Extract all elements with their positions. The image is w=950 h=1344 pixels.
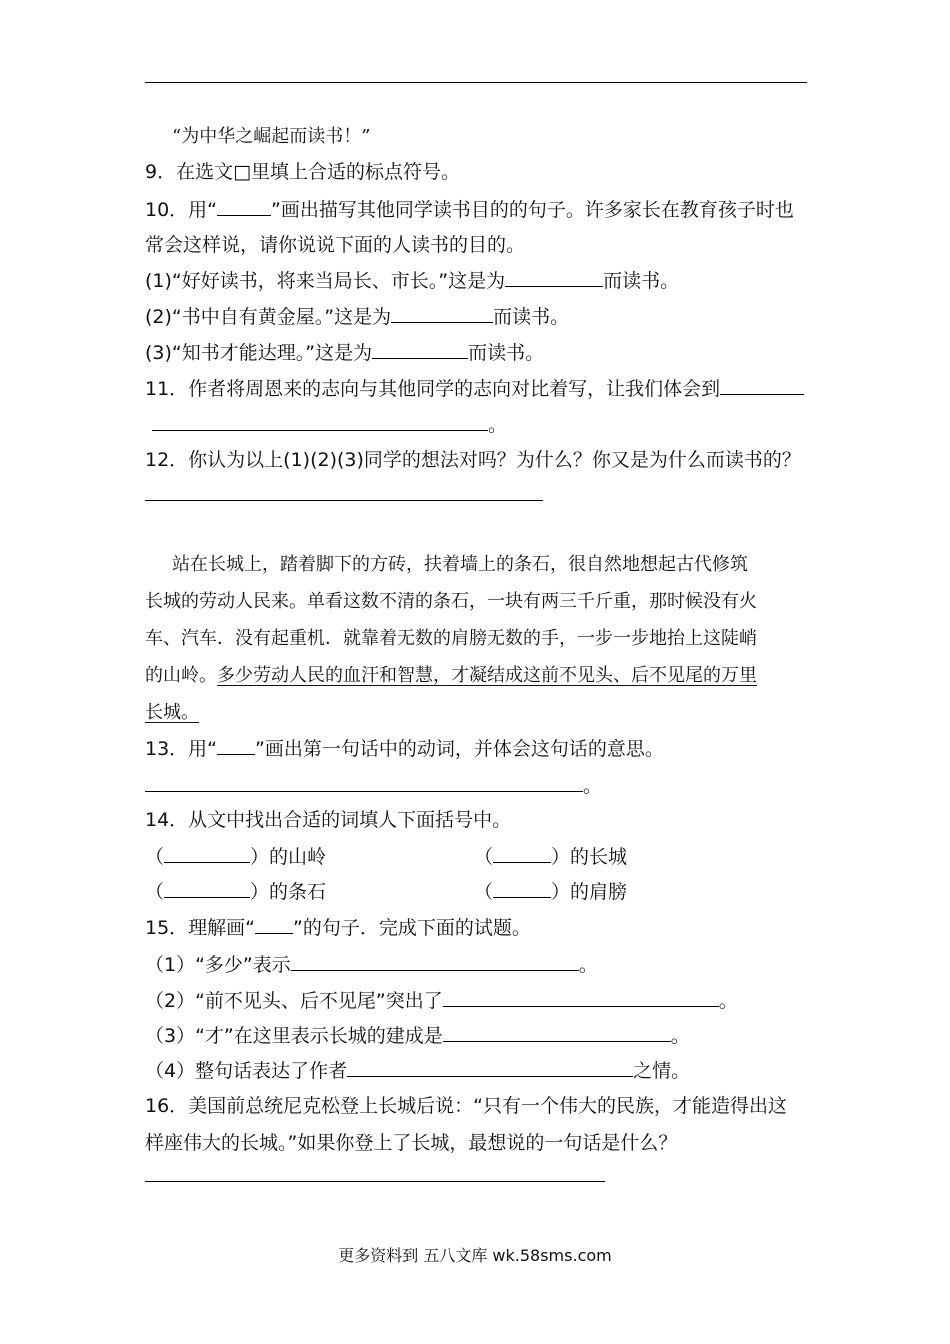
q11-period: 。 (488, 414, 508, 436)
passage2-line5 (145, 701, 199, 725)
q13-underline-mark (217, 736, 255, 755)
header-rule (145, 82, 807, 83)
q15-sub-3 (145, 1023, 690, 1048)
q15-sub-4-text: （4）整句话表达了作者 (145, 1060, 348, 1082)
q15-sub-2-text: （2）“前不见头、后不见尾”突出了 (145, 990, 443, 1012)
q14-paren-close: ） (250, 846, 270, 868)
question-13 (145, 736, 664, 761)
q10-underline-mark (217, 197, 271, 216)
q15-sub-3-blank[interactable] (443, 1023, 671, 1042)
question-12: 12．你认为以上(1)(2)(3)同学的想法对吗？为什么？你又是为什么而读书的？ (145, 449, 801, 471)
q14-paren-close: ） (551, 881, 571, 903)
passage2-line4 (145, 664, 757, 688)
q13-prefix: 13．用“ (145, 738, 218, 760)
q15-sub-3-text: （3）“才”在这里表示长城的建成是 (145, 1025, 443, 1047)
question-14: 14．从文中找出合适的词填人下面括号中。 (145, 809, 512, 831)
q14-blank-1[interactable] (164, 844, 250, 863)
question-16-line2: 样座伟大的长城。”如果你登上了长城，最想说的一句话是什么？ (145, 1132, 678, 1154)
q14-blank-2[interactable] (493, 844, 551, 863)
q15-prefix: 15．理解画“ (145, 917, 256, 939)
q14-item-2-text: 的长城 (570, 846, 628, 868)
q10-item-3-blank[interactable] (372, 340, 468, 359)
q14-paren-open: （ (145, 881, 165, 903)
q10-text: ”画出描写其他同学读书目的的句子。许多家长在教育孩子时也 (271, 199, 794, 221)
q15-sub-2-period: 。 (718, 990, 738, 1012)
q14-item-1 (145, 844, 326, 869)
q14-paren-close: ） (551, 846, 571, 868)
q14-blank-3[interactable] (164, 879, 250, 898)
q10-item-2 (145, 304, 569, 329)
q13-text: ”画出第一句话中的动词，并体会这句话的意思。 (255, 738, 664, 760)
question-10-line1 (145, 197, 794, 222)
q12-answer-line[interactable] (145, 500, 543, 501)
question-11-line1 (145, 376, 804, 401)
q10-item-3-tail: 而读书。 (468, 342, 545, 364)
footer-source: 更多资料到 五八文库 wk.58sms.com (338, 1246, 612, 1265)
q10-item-3 (145, 340, 544, 365)
q15-underline-mark (255, 915, 293, 934)
q15-sub-4-tail: 之情。 (633, 1060, 691, 1082)
q10-item-3-text: (3)“知书才能达理。”这是为 (145, 342, 373, 364)
question-9: 9．在选文□里填上合适的标点符号。 (145, 161, 461, 183)
q14-blank-4[interactable] (493, 879, 551, 898)
question-16-line1: 16．美国前总统尼克松登上长城后说：“只有一个伟大的民族，才能造得出这 (145, 1095, 788, 1117)
q13-answer-row (145, 773, 602, 798)
q10-item-2-text: (2)“书中自有黄金屋。”这是为 (145, 306, 392, 328)
q13-period: 。 (583, 775, 603, 797)
q15-sub-4 (145, 1058, 690, 1083)
q15-sub-2 (145, 988, 738, 1013)
q15-sub-2-blank[interactable] (443, 988, 719, 1007)
passage2-underlined-sentence-end: 长城。 (145, 702, 199, 723)
q15-sub-1-period: 。 (578, 954, 598, 976)
q14-item-2 (474, 844, 627, 869)
q11-blank-1[interactable] (720, 376, 804, 395)
q15-sub-1 (145, 952, 598, 977)
q15-sub-4-blank[interactable] (347, 1058, 633, 1077)
q14-paren-open: （ (474, 846, 494, 868)
q15-sub-1-text: （1）“多少”表示 (145, 954, 291, 976)
q16-answer-line[interactable] (145, 1181, 605, 1182)
q10-item-1-blank[interactable] (505, 268, 603, 287)
q14-item-4-text: 的肩膀 (570, 881, 628, 903)
question-11-line2 (152, 412, 507, 437)
passage1-closing-line: “为中华之崛起而读书！” (172, 126, 371, 147)
q10-item-1-text: (1)“好好读书，将来当局长、市长。”这是为 (145, 270, 506, 292)
question-10-line2: 常会这样说，请你说说下面的人读书的目的。 (145, 234, 526, 256)
q14-paren-close: ） (250, 881, 270, 903)
passage2-line4-start: 的山岭。 (145, 665, 217, 686)
q14-item-4 (474, 879, 627, 904)
q10-prefix: 10．用“ (145, 199, 218, 221)
passage2-underlined-sentence: 多少劳动人民的血汗和智慧，才凝结成这前不见头、后不见尾的万里 (217, 665, 757, 686)
passage2-line2: 长城的劳动人民来。单看这数不清的条石，一块有两三千斤重，那时候没有火 (145, 591, 757, 612)
q10-item-1 (145, 268, 679, 293)
question-15 (145, 915, 531, 940)
q14-paren-open: （ (474, 881, 494, 903)
q10-item-2-tail: 而读书。 (493, 306, 570, 328)
passage2-line3: 车、汽车．没有起重机．就靠着无数的肩膀无数的手，一步一步地抬上这陡峭 (145, 628, 757, 649)
q11-text: 11．作者将周恩来的志向与其他同学的志向对比着写，让我们体会到 (145, 378, 721, 400)
q14-item-1-text: 的山岭 (269, 846, 327, 868)
q15-text: ”的句子．完成下面的试题。 (293, 917, 531, 939)
q15-sub-3-period: 。 (670, 1025, 690, 1047)
q14-item-3-text: 的条石 (269, 881, 327, 903)
q13-answer-line[interactable] (145, 773, 583, 792)
q10-item-1-tail: 而读书。 (603, 270, 680, 292)
q15-sub-1-blank[interactable] (291, 952, 579, 971)
q10-item-2-blank[interactable] (391, 304, 493, 323)
q14-paren-open: （ (145, 846, 165, 868)
q14-item-3 (145, 879, 326, 904)
passage2-line1: 站在长城上，踏着脚下的方砖，扶着墙上的条石，很自然地想起古代修筑 (172, 554, 748, 575)
q11-blank-2[interactable] (152, 412, 488, 431)
